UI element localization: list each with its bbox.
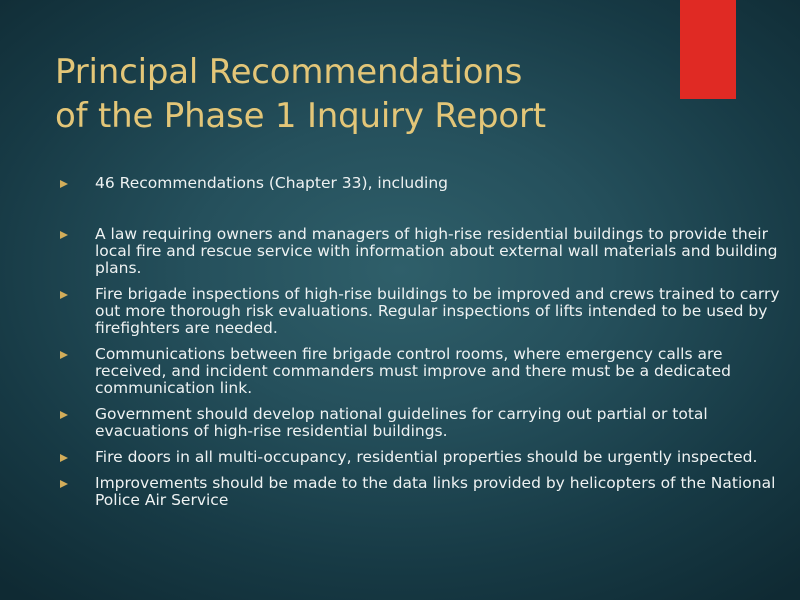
bullet-arrow-icon [60,480,68,488]
bullet-arrow-icon [60,291,68,299]
bullet-arrow-icon [60,231,68,239]
title-line-2: of the Phase 1 Inquiry Report [55,96,546,136]
slide-title [55,50,775,138]
bullet-arrow-icon [60,411,68,419]
bullet-item [60,175,780,192]
bullet-text: A law requiring owners and managers of high-rise residential buildings to provide their local fire and rescue service with information about external wall materials and building plans. [95,225,778,277]
bullet-item [60,475,780,509]
bullet-arrow-icon [60,454,68,462]
bullet-item [60,449,780,466]
bullet-item [60,406,780,440]
bullet-text: Government should develop national guidelines for carrying out partial or total evacuations of high-rise residential buildings. [95,405,708,440]
bullet-arrow-icon [60,351,68,359]
bullet-arrow-icon [60,180,68,188]
title-line-1: Principal Recommendations [55,52,523,92]
bullet-item [60,286,780,337]
bullet-text: Communications between fire brigade control rooms, where emergency calls are received, and incident commanders must improve and there must be a dedicated communication link. [95,345,731,397]
bullet-item [60,346,780,397]
bullet-item [60,226,780,277]
bullet-text: Fire doors in all multi-occupancy, residential properties should be urgently inspected. [95,448,758,466]
bullet-text: Fire brigade inspections of high-rise buildings to be improved and crews trained to carry out more thorough risk evaluations. Regular inspections of lifts intended to be used by firefighters are needed. [95,285,780,337]
bullet-list [60,175,780,518]
bullet-text: Improvements should be made to the data links provided by helicopters of the National Police Air Service [95,474,776,509]
bullet-text: 46 Recommendations (Chapter 33), including [95,174,449,192]
